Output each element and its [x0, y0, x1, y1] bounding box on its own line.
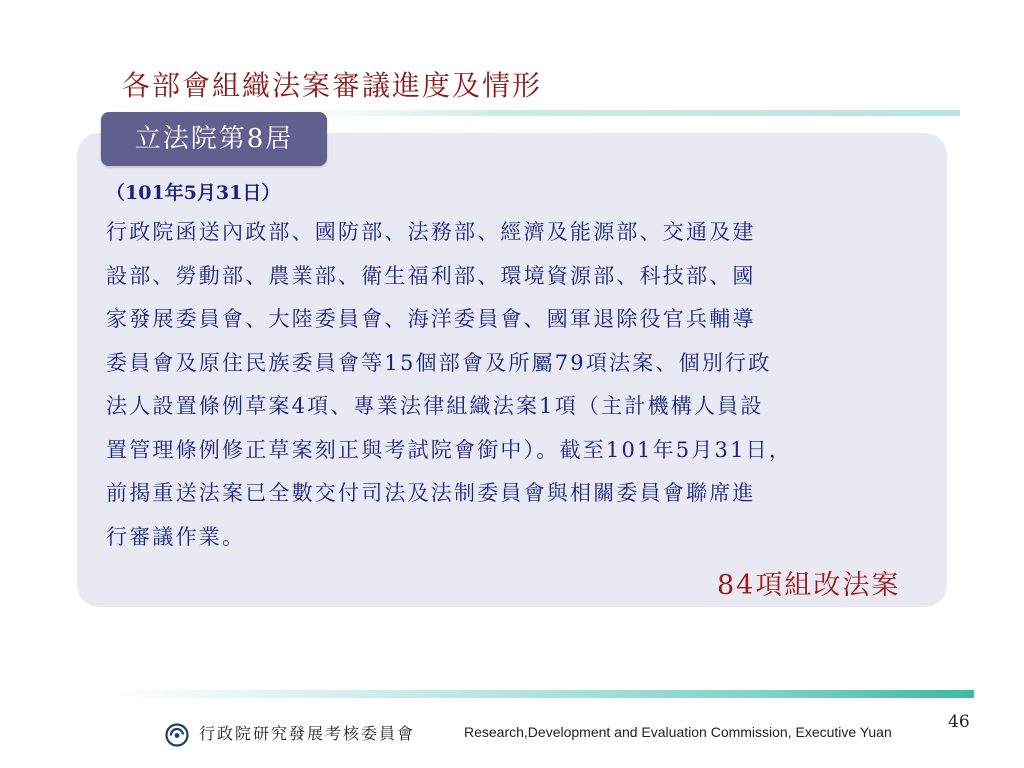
- body-line: 設部、勞動部、農業部、衛生福利部、環境資源部、科技部、國: [106, 263, 756, 288]
- body-line: 法人設置條例草案4項、專業法律組織法案1項（主計機構人員設: [106, 394, 764, 418]
- body-text: [106, 211, 946, 559]
- body-line: 行政院函送內政部、國防部、法務部、經濟及能源部、交通及建: [106, 220, 756, 244]
- footer-org-en: Research,Development and Evaluation Commission, Executive Yuan: [464, 724, 892, 740]
- footer-divider: [108, 690, 974, 698]
- footer-org-zh: 行政院研究發展考核委員會: [199, 724, 416, 743]
- body-line: 行審議作業。: [106, 524, 246, 549]
- body-line: 家發展委員會、大陸委員會、海洋委員會、國軍退除役官兵輔導: [106, 307, 756, 331]
- title-underline: [300, 110, 960, 116]
- body-line: 置管理條例修正草案刻正與考試院會銜中）。截至101年5月31日，: [106, 437, 793, 462]
- body-line: 委員會及原住民族委員會等15個部會及所屬79項法案、個別行政: [106, 350, 772, 375]
- page-number: 46: [948, 712, 970, 732]
- body-line: 前揭重送法案已全數交付司法及法制委員會與相關委員會聯席進: [106, 481, 756, 505]
- slide-title: 各部會組織法案審議進度及情形: [122, 69, 543, 102]
- date-label: （101年5月31日）: [106, 182, 281, 204]
- conclusion-label: 84項組改法案: [717, 570, 901, 601]
- session-badge: 立法院第8居: [101, 112, 327, 166]
- rdec-logo-icon: [165, 723, 189, 747]
